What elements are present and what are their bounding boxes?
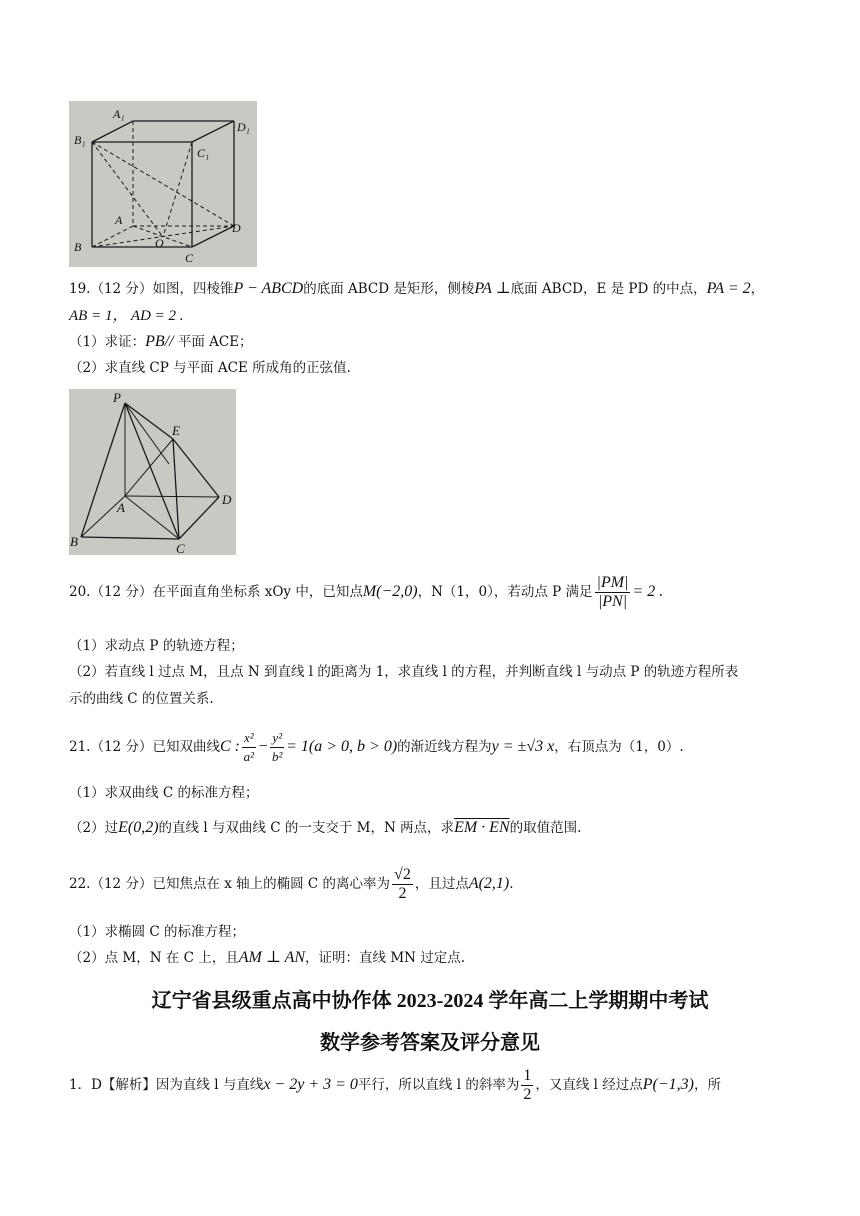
answer-1: [69, 1065, 721, 1105]
q21-minus: −: [257, 738, 269, 755]
q22-stem-b: ，且过点: [414, 876, 469, 892]
cube-label-b1: B₁: [74, 133, 86, 147]
q21-part2-b: 的直线 l 与双曲线 C 的一支交于 M，N 两点，求: [158, 820, 455, 836]
a1-frac-num: 1: [523, 1067, 532, 1084]
q21-fraction-y: [270, 729, 284, 766]
q19-expr-perp: PA ⊥: [474, 280, 511, 297]
q22-part1: （1）求椭圆 C 的标准方程；: [69, 924, 246, 940]
q20-part1: （1）求动点 P 的轨迹方程；: [69, 638, 244, 654]
q22-fraction: [392, 866, 413, 903]
q19-stem-d: ，: [750, 281, 765, 297]
q22-stem: [69, 864, 514, 904]
answer-title: 辽宁省县级重点高中协作体 2023-2024 学年高二上学期期中考试: [151, 990, 709, 1012]
q19-stem-b: 的底面 ABCD 是矩形，侧棱: [303, 281, 475, 297]
q22-part2-b: ，证明：直线 MN 过定点.: [305, 950, 466, 966]
pyramid-label-d: D: [222, 492, 232, 507]
q20-expr-m: M(−2,0): [362, 583, 418, 600]
q22-part2-expr: AM ⊥ AN: [238, 949, 306, 966]
q20-frac-num: |PM|: [596, 574, 629, 591]
q20-stem-a: 20.（12 分）在平面直角坐标系 xOy 中，已知点: [69, 584, 363, 600]
q20-fraction: [595, 574, 631, 611]
q21-stem-b: 的渐近线方程为: [397, 739, 492, 755]
a1-fraction: [521, 1067, 533, 1104]
cube-label-b: B: [74, 240, 82, 254]
q19-part1-b: 平面 ACE；: [173, 334, 253, 350]
pyramid-label-a: A: [117, 500, 125, 515]
pyramid-diagram: [69, 389, 236, 555]
cube-label-a: A: [115, 213, 123, 227]
q21-stem: [69, 727, 684, 767]
q20-part2-line1: （2）若直线 l 过点 M，且点 N 到直线 l 的距离为 1，求直线 l 的方程，并判断直线 l 与动点 P 的轨迹方程所表: [69, 664, 739, 680]
q21-part2: [69, 818, 581, 838]
cube-label-c1: C₁: [197, 146, 210, 160]
cube-label-d: D: [232, 221, 241, 235]
a1-text-b: 平行，所以直线 l 的斜率为: [357, 1077, 520, 1093]
q19-line2: AB = 1， AD = 2 .: [69, 308, 184, 324]
cube-diagram: [69, 101, 257, 267]
q22-frac-num: √2: [394, 866, 411, 883]
q19-part1: [69, 332, 253, 352]
q20-part2-line2: 示的曲线 C 的位置关系.: [69, 691, 214, 707]
pyramid-label-b: B: [70, 534, 78, 549]
q21-stem-c: ，右顶点为（1，0）.: [554, 739, 684, 755]
q21-expr-asym: y = ±√3 x: [491, 738, 555, 755]
a1-text-a: 1．D【解析】因为直线 l 与直线: [69, 1077, 264, 1093]
a1-frac-den: 2: [523, 1086, 532, 1103]
pyramid-label-p: P: [113, 390, 121, 405]
q21-fraction-x: [242, 729, 256, 766]
q21-part1: （1）求双曲线 C 的标准方程；: [69, 785, 259, 801]
q19-part1-expr: PB//: [145, 333, 174, 350]
q20-stem-b: ，N（1，0），若动点 P 满足: [417, 584, 593, 600]
a1-text-c: ，又直线 l 经过点: [535, 1077, 643, 1093]
a1-text-d: ，所: [693, 1077, 721, 1093]
q22-expr-a: A(2,1): [468, 875, 510, 892]
q21-f2-num: y²: [270, 729, 284, 748]
q20-frac-den: |PN|: [597, 593, 628, 610]
q21-expr-c: C :: [219, 738, 240, 755]
q20-stem-c: = 2 .: [632, 583, 664, 600]
q21-f1-num: x²: [242, 729, 256, 748]
cube-label-d1: D₁: [237, 120, 250, 134]
q21-f2-den: b²: [272, 749, 283, 764]
q19-expr-pa: PA = 2: [706, 280, 751, 297]
cube-label-o: O: [155, 236, 164, 250]
q19-stem-a: 19.（12 分）如图，四棱锥: [69, 281, 234, 297]
q21-part2-e: E(0,2): [118, 819, 159, 836]
q22-frac-den: 2: [398, 885, 407, 902]
q19-part1-a: （1）求证：: [69, 334, 146, 350]
q21-f1-den: a²: [243, 749, 254, 764]
q19-stem-c: 底面 ABCD，E 是 PD 的中点，: [510, 281, 707, 297]
q19-expr-pabcd: P − ABCD: [233, 280, 304, 297]
pyramid-figure: [69, 389, 236, 555]
q22-part2: [69, 948, 465, 968]
pyramid-label-c: C: [176, 541, 185, 555]
q21-expr-eq: = 1(a > 0, b > 0): [286, 738, 398, 755]
q22-stem-c: .: [509, 876, 514, 892]
a1-expr-p: P(−1,3): [642, 1076, 694, 1093]
q21-part2-a: （2）过: [69, 820, 119, 836]
answer-subtitle: 数学参考答案及评分意见: [320, 1032, 540, 1054]
cube-label-a1: A₁: [113, 107, 125, 121]
q19-stem: [69, 279, 764, 299]
q22-stem-a: 22.（12 分）已知焦点在 x 轴上的椭圆 C 的离心率为: [69, 876, 391, 892]
pyramid-label-e: E: [172, 423, 180, 438]
cube-figure: [69, 101, 257, 267]
q20-stem: [69, 572, 663, 612]
q21-part2-dot: EM · EN: [454, 819, 510, 836]
q21-part2-c: 的取值范围.: [509, 820, 582, 836]
q21-stem-a: 21.（12 分）已知双曲线: [69, 739, 220, 755]
cube-label-c: C: [185, 251, 194, 265]
q19-part2: （2）求直线 CP 与平面 ACE 所成角的正弦值.: [69, 360, 351, 376]
q22-part2-a: （2）点 M，N 在 C 上，且: [69, 950, 239, 966]
a1-expr-line: x − 2y + 3 = 0: [263, 1076, 358, 1093]
